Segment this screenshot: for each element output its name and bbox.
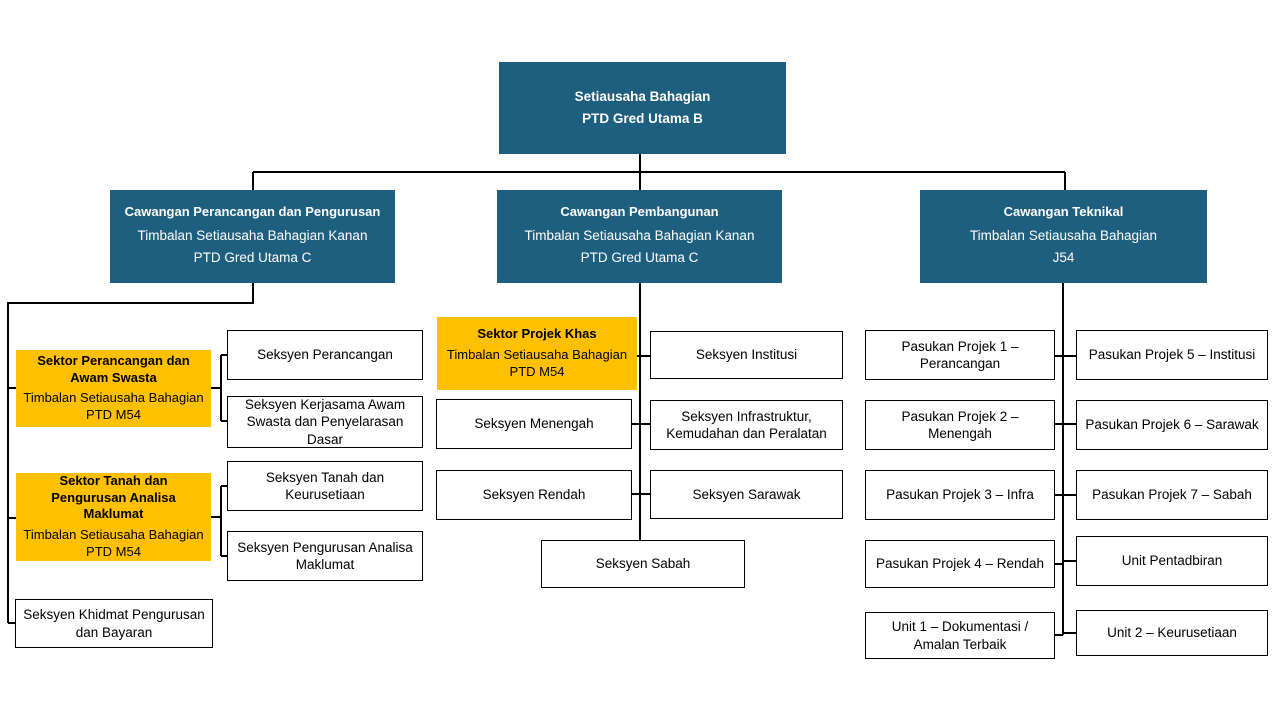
node-seksyen-kerjasama-awam-swasta	[227, 396, 423, 448]
node-label: Seksyen Perancangan	[257, 347, 393, 363]
node-label: Seksyen Sabah	[595, 556, 691, 572]
node-label: Pasukan Projek 5 – Institusi	[1088, 347, 1256, 363]
node-sektor-projek-khas	[437, 317, 637, 390]
node-label: Pasukan Projek 3 – Infra	[886, 487, 1034, 503]
node-grade: PTD Gred Utama B	[582, 111, 703, 126]
node-pasukan-projek-4-rendah	[865, 540, 1055, 588]
node-label: Pasukan Projek 4 – Rendah	[875, 556, 1045, 572]
node-role: Timbalan Setiausaha Bahagian Kanan	[137, 227, 368, 243]
node-pasukan-projek-3-infra	[865, 470, 1055, 520]
node-label: Unit 2 – Keurusetiaan	[1107, 625, 1237, 641]
node-pasukan-projek-6-sarawak	[1076, 400, 1268, 450]
node-seksyen-tanah-dan-keurusetiaan	[227, 461, 423, 511]
node-unit-1-dokumentasi-amalan-terbaik	[865, 612, 1055, 659]
node-unit-pentadbiran	[1076, 536, 1268, 586]
node-title: Cawangan Teknikal	[1003, 203, 1124, 219]
node-seksyen-sabah	[541, 540, 745, 588]
node-title: Setiausaha Bahagian	[574, 88, 711, 104]
node-label: Seksyen Rendah	[482, 487, 586, 503]
node-seksyen-sarawak	[650, 470, 843, 519]
node-cawangan-teknikal	[920, 190, 1207, 283]
node-label: Pasukan Projek 6 – Sarawak	[1085, 417, 1259, 433]
node-label: Unit Pentadbiran	[1121, 553, 1223, 569]
node-grade: J54	[1052, 249, 1075, 265]
node-label: Seksyen Institusi	[695, 347, 798, 363]
node-grade: PTD Gred Utama C	[193, 249, 312, 265]
node-label: Seksyen Sarawak	[692, 486, 801, 502]
node-cawangan-pembangunan	[497, 190, 782, 283]
node-label: Seksyen Tanah dan Keurusetiaan	[265, 469, 385, 502]
node-label: Seksyen Kerjasama Awam Swasta dan Penyelarasan Dasar	[244, 397, 406, 447]
node-seksyen-institusi	[650, 331, 843, 379]
node-label: Pasukan Projek 7 – Sabah	[1092, 487, 1252, 503]
node-seksyen-pengurusan-analisa-maklumat	[227, 531, 423, 581]
node-pasukan-projek-5-institusi	[1076, 330, 1268, 380]
node-cawangan-perancangan-dan-pengurusan	[110, 190, 395, 283]
node-title: Sektor Tanah dan Pengurusan Analisa Maklumat	[51, 473, 176, 522]
node-label: Unit 1 – Dokumentasi / Amalan Terbaik	[891, 619, 1029, 652]
node-sektor-tanah-pengurusan-analisa-maklumat	[16, 473, 211, 561]
node-pasukan-projek-7-sabah	[1076, 470, 1268, 520]
node-label: Pasukan Projek 2 – Menengah	[901, 408, 1019, 441]
node-title: Sektor Projek Khas	[477, 326, 597, 342]
node-grade: PTD Gred Utama C	[580, 249, 699, 265]
node-role: Timbalan Setiausaha Bahagian PTD M54	[446, 346, 628, 379]
node-label: Pasukan Projek 1 – Perancangan	[901, 338, 1019, 371]
node-role: Timbalan Setiausaha Bahagian	[969, 227, 1158, 243]
node-title: Cawangan Perancangan dan Pengurusan	[124, 203, 381, 219]
node-seksyen-perancangan	[227, 330, 423, 380]
node-role: Timbalan Setiausaha Bahagian PTD M54	[23, 527, 204, 559]
node-seksyen-khidmat-pengurusan-dan-bayaran	[15, 599, 213, 648]
node-seksyen-menengah	[436, 399, 632, 449]
node-seksyen-infrastruktur-kemudahan-peralatan	[650, 400, 843, 450]
node-role: Timbalan Setiausaha Bahagian Kanan	[524, 227, 755, 243]
node-pasukan-projek-2-menengah	[865, 400, 1055, 450]
node-unit-2-keurusetiaan	[1076, 610, 1268, 656]
node-label: Seksyen Menengah	[474, 416, 594, 432]
node-label: Seksyen Infrastruktur, Kemudahan dan Peralatan	[666, 408, 827, 441]
node-label: Seksyen Khidmat Pengurusan dan Bayaran	[23, 607, 205, 640]
node-label: Seksyen Pengurusan Analisa Maklumat	[237, 539, 413, 572]
node-setiausaha-bahagian	[499, 62, 786, 154]
node-title: Cawangan Pembangunan	[560, 203, 719, 219]
node-seksyen-rendah	[436, 470, 632, 520]
node-sektor-perancangan-awam-swasta	[16, 350, 211, 427]
node-role: Timbalan Setiausaha Bahagian PTD M54	[23, 390, 204, 423]
node-title: Sektor Perancangan dan Awam Swasta	[37, 352, 190, 385]
node-pasukan-projek-1-perancangan	[865, 330, 1055, 380]
